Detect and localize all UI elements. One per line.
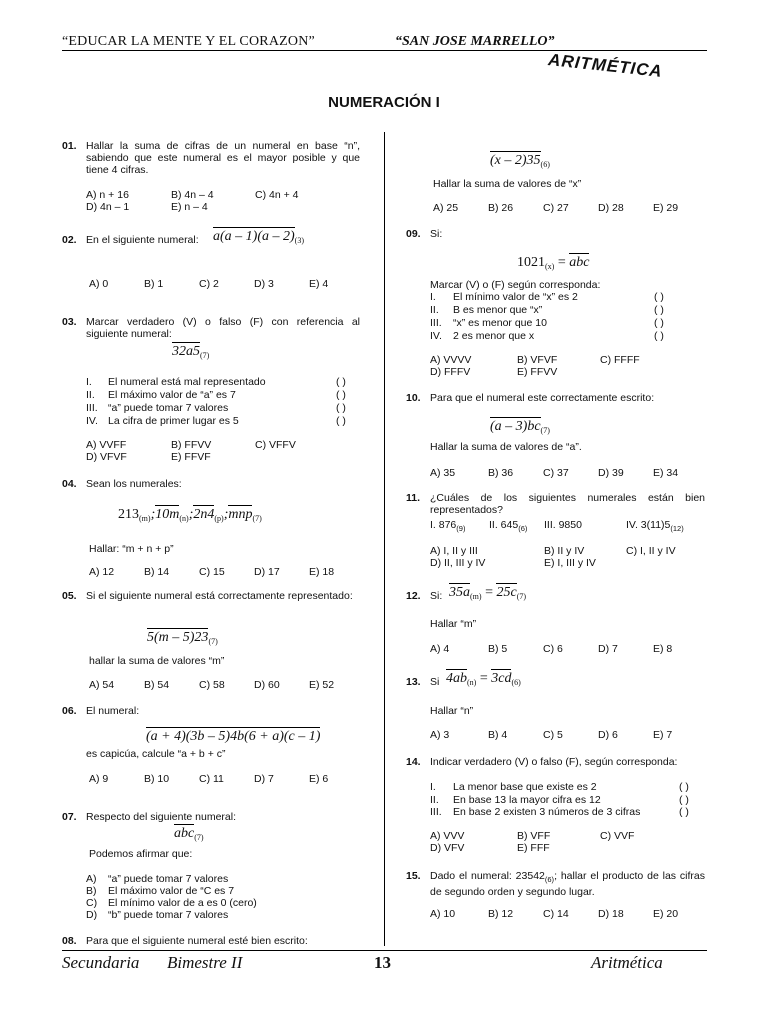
q14-option-e: E) FFF — [517, 842, 550, 854]
q13-option-d: D) 6 — [598, 729, 618, 741]
q03-text: Marcar verdadero (V) o falso (F) con referencia al siguiente numeral: — [86, 316, 360, 340]
q03-option-a: A) VVFF — [86, 439, 127, 451]
q03-item-2-text: El máximo valor de “a” es 7 — [108, 389, 236, 401]
q15-option-d: D) 18 — [598, 908, 624, 920]
q12-option-e: E) 8 — [653, 643, 673, 655]
q15-number: 15. — [406, 870, 421, 882]
q12-equation: $35a_{(m)} = 25c_{(7)}$ — [449, 585, 527, 601]
header-school-name: “SAN JOSE MARRELLO” — [395, 34, 555, 49]
q07-item-d-text: “b” puede tomar 7 valores — [108, 909, 229, 921]
q09-item-2-text: B es menor que “x” — [453, 304, 543, 316]
q04-numerals: $213_{(m)};10m_{(n)};2n4_{(p)};mnp_{(7)}$ — [118, 507, 262, 523]
q10-text: Para que el numeral este correctamente escrito: — [430, 392, 655, 404]
q07-item-b-label: B) — [86, 885, 97, 897]
footer-term: Bimestre II — [167, 953, 243, 972]
q09-item-1-blank: ( ) — [654, 291, 664, 303]
q06-option-e: E) 6 — [309, 773, 329, 785]
q06-option-d: D) 7 — [254, 773, 274, 785]
q06-option-b: B) 10 — [144, 773, 170, 785]
q14-item-2-blank: ( ) — [679, 794, 689, 806]
q04-text: Sean los numerales: — [86, 478, 182, 490]
q09-option-a: A) VVVV — [430, 354, 472, 366]
q03-item-3-text: “a” puede tomar 7 valores — [108, 402, 229, 414]
q06-number: 06. — [62, 705, 77, 717]
q05-numeral: $5(m - 5)23_{(7)}$ — [147, 630, 218, 646]
q08-text: Para que el siguiente numeral esté bien escrito: — [86, 935, 308, 947]
header-rule — [62, 50, 707, 51]
q03-option-c: C) VFFV — [255, 439, 296, 451]
q09-item-4-text: 2 es menor que x — [453, 330, 535, 342]
q11-number: 11. — [406, 492, 421, 504]
q09-item-3-label: III. — [430, 317, 442, 329]
q07-item-b-text: El máximo valor de “C es 7 — [108, 885, 235, 897]
q12-option-a: A) 4 — [430, 643, 450, 655]
q14-item-3-blank: ( ) — [679, 806, 689, 818]
q09-number: 09. — [406, 228, 421, 240]
q03-item-2-blank: ( ) — [336, 389, 346, 401]
q01-option-b: B) 4n – 4 — [171, 189, 214, 201]
q03-option-b: B) FFVV — [171, 439, 212, 451]
q01-option-c: C) 4n + 4 — [255, 189, 299, 201]
q07-item-c-label: C) — [86, 897, 98, 909]
q14-item-1-text: La menor base que existe es 2 — [453, 781, 597, 793]
q03-numeral: $32a5_{(7)}$ — [172, 344, 210, 360]
q09-ask: Marcar (V) o (F) según corresponda: — [430, 279, 601, 291]
footer-subject: Aritmética — [591, 953, 663, 972]
q05-number: 05. — [62, 590, 77, 602]
q05-option-d: D) 60 — [254, 679, 280, 691]
q13-text: Si — [430, 676, 440, 688]
q07-text: Respecto del siguiente numeral: — [86, 811, 237, 823]
q09-equation: $1021_{(x)}$ = abc — [517, 255, 590, 271]
q08-number: 08. — [62, 935, 77, 947]
q14-option-b: B) VFF — [517, 830, 551, 842]
q11-option-d: D) II, III y IV — [430, 557, 486, 569]
q07-ask: Podemos afirmar que: — [89, 848, 193, 860]
q10-option-e: E) 34 — [653, 467, 679, 479]
q14-item-3-label: III. — [430, 806, 442, 818]
q13-ask: Hallar “n” — [430, 705, 474, 717]
q09-option-b: B) VFVF — [517, 354, 558, 366]
q06-numeral: (a + 4)(3b – 5)4b(6 + a)(c – 1) — [146, 729, 321, 744]
q03-item-3-blank: ( ) — [336, 402, 346, 414]
q03-item-2-label: II. — [86, 389, 95, 401]
q11-text: ¿Cuáles de los siguientes numerales están bien representados? — [430, 492, 705, 516]
q02-numeral: $a(a - 1)(a - 2)_{(3)}$ — [213, 229, 304, 245]
q14-text: Indicar verdadero (V) o falso (F), según corresponda: — [430, 756, 678, 768]
q04-option-d: D) 17 — [254, 566, 280, 578]
q09-option-d: D) FFFV — [430, 366, 471, 378]
footer-level: Secundaria — [62, 953, 140, 972]
q03-item-1-text: El numeral está mal representado — [108, 376, 266, 388]
q04-option-a: A) 12 — [89, 566, 115, 578]
q13-equation: $4ab_{(n)} = 3cd_{(6)}$ — [446, 671, 521, 687]
q14-item-2-label: II. — [430, 794, 439, 806]
q09-item-2-blank: ( ) — [654, 304, 664, 316]
q14-item-1-label: I. — [430, 781, 436, 793]
q05-option-e: E) 52 — [309, 679, 335, 691]
q05-ask: hallar la suma de valores “m” — [89, 655, 225, 667]
q03-item-1-label: I. — [86, 376, 92, 388]
q13-option-e: E) 7 — [653, 729, 673, 741]
q11-option-c: C) I, II y IV — [626, 545, 676, 557]
q04-option-b: B) 14 — [144, 566, 170, 578]
q06-ask: es capicúa, calcule “a + b + c” — [86, 748, 226, 760]
q04-number: 04. — [62, 478, 77, 490]
q07-item-c-text: El mínimo valor de a es 0 (cero) — [108, 897, 257, 909]
q12-text: Si: — [430, 590, 443, 602]
q03-item-4-blank: ( ) — [336, 415, 346, 427]
q02-option-e: E) 4 — [309, 278, 329, 290]
q08-numeral: $(x - 2)35_{(6)}$ — [490, 153, 550, 169]
q11-option-e: E) I, III y IV — [544, 557, 596, 569]
q08-option-d: D) 28 — [598, 202, 624, 214]
q03-option-e: E) FFVF — [171, 451, 211, 463]
q11-numeral-3: III. 9850 — [544, 519, 582, 531]
q10-numeral: $(a - 3)bc_{(7)}$ — [490, 419, 550, 435]
q06-option-c: C) 11 — [199, 773, 224, 785]
page-number: 13 — [374, 953, 391, 972]
q09-item-3-blank: ( ) — [654, 317, 664, 329]
header-school-motto: “EDUCAR LA MENTE Y EL CORAZON” — [62, 34, 315, 49]
q03-item-1-blank: ( ) — [336, 376, 346, 388]
q10-option-c: C) 37 — [543, 467, 569, 479]
q09-item-4-blank: ( ) — [654, 330, 664, 342]
q11-option-a: A) I, II y III — [430, 545, 478, 557]
q09-item-4-label: IV. — [430, 330, 442, 342]
q07-number: 07. — [62, 811, 77, 823]
q08-option-c: C) 27 — [543, 202, 569, 214]
q13-option-c: C) 5 — [543, 729, 563, 741]
q14-item-1-blank: ( ) — [679, 781, 689, 793]
q14-item-3-text: En base 2 existen 3 números de 3 cifras — [453, 806, 641, 818]
q06-option-a: A) 9 — [89, 773, 109, 785]
q09-item-1-label: I. — [430, 291, 436, 303]
q01-option-e: E) n – 4 — [171, 201, 208, 213]
q13-option-a: A) 3 — [430, 729, 450, 741]
q13-number: 13. — [406, 676, 421, 688]
q12-number: 12. — [406, 590, 421, 602]
q03-option-d: D) VFVF — [86, 451, 127, 463]
q13-option-b: B) 4 — [488, 729, 508, 741]
q06-text: El numeral: — [86, 705, 140, 717]
q14-option-a: A) VVV — [430, 830, 465, 842]
page-title: NUMERACIÓN I — [328, 94, 440, 111]
q12-ask: Hallar “m” — [430, 618, 477, 630]
q08-option-a: A) 25 — [433, 202, 459, 214]
q15-option-c: C) 14 — [543, 908, 569, 920]
q10-option-a: A) 35 — [430, 467, 456, 479]
q03-item-4-text: La cifra de primer lugar es 5 — [108, 415, 239, 427]
q09-item-3-text: “x” es menor que 10 — [453, 317, 547, 329]
q03-item-4-label: IV. — [86, 415, 98, 427]
q05-option-b: B) 54 — [144, 679, 170, 691]
q14-option-d: D) VFV — [430, 842, 465, 854]
q10-option-d: D) 39 — [598, 467, 624, 479]
q07-numeral: abc$_{(7)}$ — [174, 826, 204, 842]
q15-option-a: A) 10 — [430, 908, 456, 920]
q07-item-a-label: A) — [86, 873, 97, 885]
q14-number: 14. — [406, 756, 421, 768]
q02-text: En el siguiente numeral: — [86, 234, 199, 246]
q05-option-a: A) 54 — [89, 679, 115, 691]
q14-option-c: C) VVF — [600, 830, 635, 842]
q08-option-e: E) 29 — [653, 202, 679, 214]
q04-option-e: E) 18 — [309, 566, 335, 578]
subject-logo: ARITMÉTICA — [547, 50, 664, 81]
q12-option-b: B) 5 — [488, 643, 508, 655]
q04-option-c: C) 15 — [199, 566, 225, 578]
q10-ask: Hallar la suma de valores de “a”. — [430, 441, 582, 453]
q09-option-e: E) FFVV — [517, 366, 558, 378]
q10-option-b: B) 36 — [488, 467, 514, 479]
q10-number: 10. — [406, 392, 421, 404]
q03-item-3-label: III. — [86, 402, 98, 414]
q02-option-c: C) 2 — [199, 278, 219, 290]
q03-number: 03. — [62, 316, 77, 328]
q09-item-1-text: El mínimo valor de “x” es 2 — [453, 291, 578, 303]
q02-number: 02. — [62, 234, 77, 246]
q01-option-a: A) n + 16 — [86, 189, 129, 201]
q07-item-d-label: D) — [86, 909, 98, 921]
q09-option-c: C) FFFF — [600, 354, 640, 366]
q15-option-b: B) 12 — [488, 908, 514, 920]
q02-option-a: A) 0 — [89, 278, 109, 290]
q01-number: 01. — [62, 140, 77, 152]
q01-option-d: D) 4n – 1 — [86, 201, 130, 213]
q15-text: Dado el numeral: $23542_{(6)}$; hallar el producto de las cifras de segundo orden y segundo lugar. — [430, 870, 706, 898]
q02-option-d: D) 3 — [254, 278, 274, 290]
q08-ask: Hallar la suma de valores de “x” — [433, 178, 582, 190]
column-divider — [384, 132, 385, 946]
q09-text: Si: — [430, 228, 443, 240]
q11-numeral-1: I. $876_{(9)}$ — [430, 519, 466, 533]
q02-option-b: B) 1 — [144, 278, 164, 290]
q14-item-2-text: En base 13 la mayor cifra es 12 — [453, 794, 601, 806]
q09-item-2-label: II. — [430, 304, 439, 316]
q11-numeral-4: IV. $3(11)5_{(12)}$ — [626, 519, 684, 533]
q04-ask: Hallar: “m + n + p” — [89, 543, 174, 555]
q11-option-b: B) II y IV — [544, 545, 585, 557]
q12-option-c: C) 6 — [543, 643, 563, 655]
q12-option-d: D) 7 — [598, 643, 618, 655]
q08-option-b: B) 26 — [488, 202, 514, 214]
q05-text: Si el siguiente numeral está correctamente representado: — [86, 590, 353, 602]
q05-option-c: C) 58 — [199, 679, 225, 691]
q11-numeral-2: II. $645_{(6)}$ — [489, 519, 528, 533]
q15-option-e: E) 20 — [653, 908, 679, 920]
q01-text: Hallar la suma de cifras de un numeral en base “n”, sabiendo que este numeral es el mayor posible y que tiene 4 cifras. — [86, 140, 360, 176]
footer-rule — [62, 950, 707, 951]
q07-item-a-text: “a” puede tomar 7 valores — [108, 873, 229, 885]
